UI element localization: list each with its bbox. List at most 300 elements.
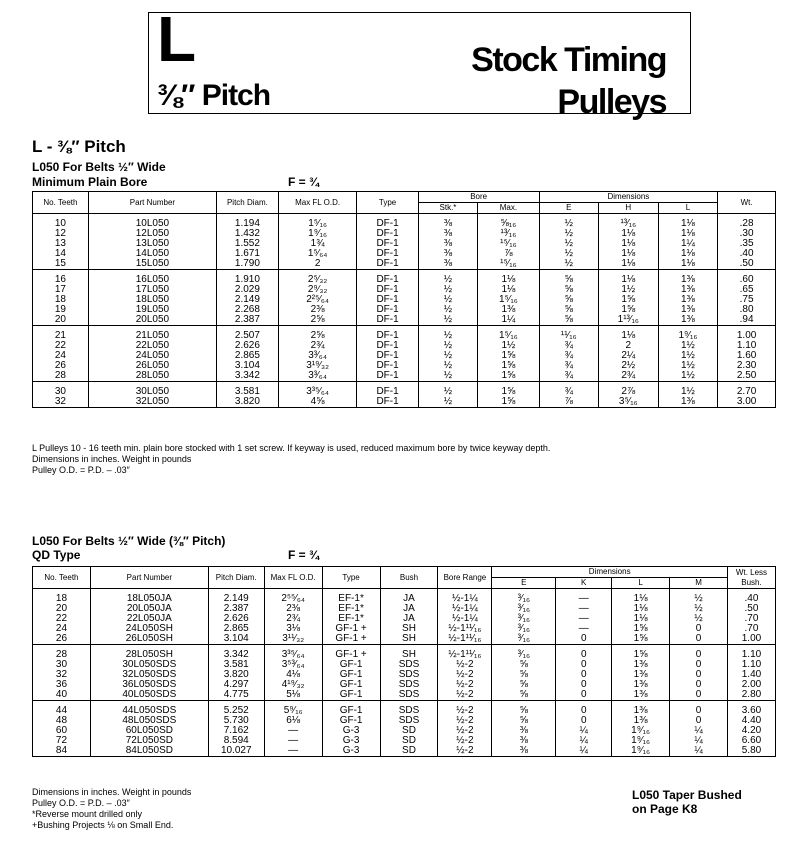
table-cell: 8.594 <box>208 736 264 746</box>
table-cell: 26 <box>33 634 91 645</box>
taper-bushed-ref-line2: on Page K8 <box>632 802 698 816</box>
table-cell: 3³⁵⁄₆₄ <box>278 382 357 398</box>
table-cell: .60 <box>718 270 776 286</box>
table-cell: EF-1* <box>322 614 380 624</box>
table-cell: 1⅝ <box>478 382 539 398</box>
table-cell: SDS <box>380 690 438 701</box>
table-cell: 44 <box>33 701 91 717</box>
table-row <box>33 259 776 270</box>
table-cell: ½ <box>539 229 598 239</box>
table-cell: 32 <box>33 670 91 680</box>
table-cell: ½-2 <box>438 746 492 757</box>
t1-h-l: L <box>658 203 718 214</box>
table-cell: ⅜ <box>492 736 556 746</box>
table-cell: DF-1 <box>357 214 418 230</box>
table-cell: 22L050JA <box>90 614 208 624</box>
table-cell: 0 <box>670 624 728 634</box>
table-cell: 1½ <box>478 341 539 351</box>
table-cell: ⅝ <box>539 270 598 286</box>
table-cell: 1⅛ <box>612 614 670 624</box>
table-cell: DF-1 <box>357 341 418 351</box>
t1-h-max: Max. <box>478 203 539 214</box>
table-cell: ¹³⁄₁₆ <box>598 214 658 230</box>
table-cell: ½-1¹¹⁄₁₆ <box>438 634 492 645</box>
table-cell: 2¾ <box>598 371 658 382</box>
table-cell: EF-1* <box>322 589 380 605</box>
table-cell: 1⁵⁄₆₄ <box>278 249 357 259</box>
table-cell: 4.40 <box>727 716 775 726</box>
table-cell: ½-2 <box>438 716 492 726</box>
table-cell: 2.029 <box>217 285 279 295</box>
table-cell: 1⅜ <box>612 670 670 680</box>
table-cell: 3⁵⁄₁₆ <box>598 397 658 408</box>
table-cell: 1.910 <box>217 270 279 286</box>
table-cell: 1⁵⁄₁₆ <box>278 214 357 230</box>
table-cell: 1.194 <box>217 214 279 230</box>
table-row <box>33 315 776 326</box>
table-cell: 1⅛ <box>658 259 718 270</box>
table-cell: ½ <box>539 239 598 249</box>
table-cell: 0 <box>670 670 728 680</box>
table-cell: 2.149 <box>208 589 264 605</box>
table-cell: 4.297 <box>208 680 264 690</box>
table2-f-label: F = ¾ <box>288 548 320 562</box>
table-cell: 1⅝ <box>478 397 539 408</box>
table2-body <box>33 589 776 757</box>
table-cell: G-3 <box>322 736 380 746</box>
table-cell: — <box>556 624 612 634</box>
table-cell: JA <box>380 604 438 614</box>
table-cell: .70 <box>727 614 775 624</box>
table-cell: ⅝ <box>492 716 556 726</box>
t2-h-m: M <box>670 578 728 589</box>
table-cell: .70 <box>727 624 775 634</box>
table-cell: DF-1 <box>357 259 418 270</box>
table-cell: 18 <box>33 589 91 605</box>
table-cell: 48L050SDS <box>90 716 208 726</box>
table-cell: 0 <box>556 690 612 701</box>
t1-h-e: E <box>539 203 598 214</box>
table-cell: ⅝ <box>539 285 598 295</box>
table-cell: 3.581 <box>217 382 279 398</box>
table-cell: 4⅝ <box>278 397 357 408</box>
table-cell: 1⅛ <box>478 285 539 295</box>
t1-h-part: Part Number <box>88 192 216 214</box>
table-cell: .28 <box>718 214 776 230</box>
table-cell: ¹⁵⁄₁₆ <box>478 259 539 270</box>
table-cell: 3.00 <box>718 397 776 408</box>
table-cell: DF-1 <box>357 229 418 239</box>
table-cell: 1⅜ <box>658 285 718 295</box>
table-cell: EF-1* <box>322 604 380 614</box>
table-cell: 6.60 <box>727 736 775 746</box>
table-cell: 2.865 <box>208 624 264 634</box>
table-cell: 1⁹⁄₁₆ <box>612 726 670 736</box>
table2-note-3: *Reverse mount drilled only <box>32 809 143 819</box>
table-cell: 0 <box>556 634 612 645</box>
table-cell: 3.342 <box>217 371 279 382</box>
table-cell: 12 <box>33 229 89 239</box>
table1-f-label: F = ¾ <box>288 175 320 189</box>
table2-note-4: +Bushing Projects ⅛ on Small End. <box>32 820 174 830</box>
table-cell: 15 <box>33 259 89 270</box>
table-cell: SDS <box>380 670 438 680</box>
t1-h-h: H <box>598 203 658 214</box>
table-cell: 2⁵⁵⁄₆₄ <box>264 589 322 605</box>
table-cell: 5⅛ <box>264 690 322 701</box>
table-cell: ¼ <box>556 746 612 757</box>
table-cell: 1⅛ <box>598 270 658 286</box>
table-cell: 3.104 <box>208 634 264 645</box>
t1-h-dims: Dimensions <box>539 192 718 203</box>
table-cell: DF-1 <box>357 351 418 361</box>
table-cell: 3⅛ <box>264 624 322 634</box>
table-cell: 21L050 <box>88 326 216 342</box>
table-cell: 10.027 <box>208 746 264 757</box>
table-cell: ¾ <box>539 341 598 351</box>
table-cell: 2.50 <box>718 371 776 382</box>
table-cell: 2⅜ <box>278 305 357 315</box>
table-cell: 1½ <box>658 341 718 351</box>
table-cell: 10 <box>33 214 89 230</box>
table-cell: 1.00 <box>727 634 775 645</box>
table-cell: 32L050SDS <box>90 670 208 680</box>
table-cell: .35 <box>718 239 776 249</box>
table-cell: 1⅜ <box>658 305 718 315</box>
table-cell: 1.671 <box>217 249 279 259</box>
table-cell: ½ <box>418 285 477 295</box>
table-cell: ⅜ <box>418 259 477 270</box>
table-cell: ⅝₁₆ <box>478 214 539 230</box>
table-cell: GF-1 <box>322 660 380 670</box>
table-cell: 28L050 <box>88 371 216 382</box>
table-cell: 0 <box>556 701 612 717</box>
table-cell: ½ <box>418 315 477 326</box>
table-cell: 18 <box>33 295 89 305</box>
table2 <box>32 566 776 757</box>
table-cell: ⅝ <box>539 315 598 326</box>
table-cell: 30L050SDS <box>90 660 208 670</box>
table-cell: 0 <box>556 680 612 690</box>
table-cell: 1⁹⁄₁₆ <box>658 326 718 342</box>
table-cell: 13 <box>33 239 89 249</box>
table-cell: .75 <box>718 295 776 305</box>
table-cell: 72 <box>33 736 91 746</box>
table-cell: 32 <box>33 397 89 408</box>
table-cell: 17 <box>33 285 89 295</box>
table-cell: ½ <box>670 614 728 624</box>
t1-h-teeth: No. Teeth <box>33 192 89 214</box>
table-cell: 0 <box>670 680 728 690</box>
table-cell: 2.149 <box>217 295 279 305</box>
table-cell: ⅞ <box>478 249 539 259</box>
table-cell: 2⁵⁄₃₂ <box>278 270 357 286</box>
table-cell: 2⅜ <box>264 604 322 614</box>
table-cell: G-3 <box>322 726 380 736</box>
table-cell: ⅝ <box>492 660 556 670</box>
table-cell: 1⅜ <box>658 397 718 408</box>
table-cell: ½ <box>418 351 477 361</box>
table-row <box>33 214 776 230</box>
table-cell: 28 <box>33 645 91 661</box>
table-cell: 2¼ <box>598 351 658 361</box>
table-cell: 0 <box>670 634 728 645</box>
table-cell: 1⅛ <box>598 249 658 259</box>
table-cell: SD <box>380 746 438 757</box>
table-cell: 1⅜ <box>658 295 718 305</box>
table-cell: 1½ <box>658 351 718 361</box>
table-cell: .40 <box>718 249 776 259</box>
table-row <box>33 690 776 701</box>
table-cell: ½ <box>539 249 598 259</box>
table-cell: 1⅜ <box>612 680 670 690</box>
table-cell: 3.820 <box>208 670 264 680</box>
table-cell: 1⁵⁄₁₆ <box>478 295 539 305</box>
table-cell: 28L050SH <box>90 645 208 661</box>
table-cell: — <box>556 604 612 614</box>
table-cell: ⅜ <box>492 726 556 736</box>
t2-h-l: L <box>612 578 670 589</box>
table-cell: 60 <box>33 726 91 736</box>
table-cell: SH <box>380 634 438 645</box>
table-cell: 1⅛ <box>658 229 718 239</box>
table-cell: 1⅛ <box>658 249 718 259</box>
table-cell: 1⅝ <box>478 371 539 382</box>
table-row <box>33 701 776 717</box>
table-cell: JA <box>380 614 438 624</box>
table-row <box>33 382 776 398</box>
table-cell: ½-2 <box>438 726 492 736</box>
table-cell: GF-1 + <box>322 645 380 661</box>
table-cell: 19L050 <box>88 305 216 315</box>
table-cell: 15L050 <box>88 259 216 270</box>
table-cell: GF-1 <box>322 716 380 726</box>
table-row <box>33 634 776 645</box>
table-cell: 2¾ <box>264 614 322 624</box>
table-cell: 1½ <box>658 361 718 371</box>
table-cell: — <box>264 736 322 746</box>
table-cell: 1⅛ <box>658 214 718 230</box>
table-cell: 2.387 <box>208 604 264 614</box>
table-cell: ⅜ <box>418 239 477 249</box>
table1-note-3: Pulley O.D. = P.D. – .03″ <box>32 465 130 475</box>
table-cell: 26L050SH <box>90 634 208 645</box>
table-row <box>33 397 776 408</box>
table-cell: 2 <box>278 259 357 270</box>
table1-title: L050 For Belts ½″ Wide <box>32 160 166 174</box>
header-letter: L <box>157 3 197 75</box>
table-cell: 2.865 <box>217 351 279 361</box>
table-cell: 20L050JA <box>90 604 208 614</box>
table-cell: 20 <box>33 315 89 326</box>
table-cell: ¼ <box>670 736 728 746</box>
table-cell: 1⅜ <box>612 660 670 670</box>
table-cell: G-3 <box>322 746 380 757</box>
table-cell: ³⁄₁₆ <box>492 614 556 624</box>
table-cell: 24L050 <box>88 351 216 361</box>
table-cell: .50 <box>718 259 776 270</box>
table-cell: GF-1 <box>322 690 380 701</box>
table-cell: 1¼ <box>658 239 718 249</box>
table-cell: 2⅞ <box>598 382 658 398</box>
table1-note-1: L Pulleys 10 - 16 teeth min. plain bore stocked with 1 set screw. If keyway is used, reduced maximum bore by twice keyway depth. <box>32 443 551 453</box>
t1-h-pitch: Pitch Diam. <box>217 192 279 214</box>
table-cell: 1⅛ <box>612 589 670 605</box>
table-cell: 1.00 <box>718 326 776 342</box>
table-cell: 10L050 <box>88 214 216 230</box>
t1-h-maxod: Max FL O.D. <box>278 192 357 214</box>
table-cell: ⅝ <box>492 690 556 701</box>
table-cell: 0 <box>670 716 728 726</box>
table-cell: 1.10 <box>718 341 776 351</box>
table-cell: 1.552 <box>217 239 279 249</box>
table2-subtitle: QD Type <box>32 548 81 562</box>
table-cell: 14L050 <box>88 249 216 259</box>
table-cell: 1⅜ <box>658 315 718 326</box>
table-cell: 32L050 <box>88 397 216 408</box>
table-cell: 4¹⁹⁄₃₂ <box>264 680 322 690</box>
table-cell: 1¹³⁄₁₆ <box>598 315 658 326</box>
table-cell: 1⅛ <box>612 604 670 614</box>
table-cell: GF-1 <box>322 680 380 690</box>
table-cell: ½-1¹¹⁄₁₆ <box>438 624 492 634</box>
table-cell: ½-2 <box>438 690 492 701</box>
table-cell: .65 <box>718 285 776 295</box>
table-cell: 1½ <box>658 371 718 382</box>
table-cell: 0 <box>670 660 728 670</box>
table-cell: 2¾ <box>278 341 357 351</box>
table-cell: .94 <box>718 315 776 326</box>
table-cell: 3.60 <box>727 701 775 717</box>
table-cell: 1¼ <box>478 315 539 326</box>
table-cell: 1⅜ <box>612 690 670 701</box>
table-cell: ½ <box>418 341 477 351</box>
t2-h-dims: Dimensions <box>492 567 728 578</box>
table-cell: 1.432 <box>217 229 279 239</box>
table-cell: 1⁹⁄₁₆ <box>278 229 357 239</box>
t1-h-stk: Stk.* <box>418 203 477 214</box>
table1-subtitle: Minimum Plain Bore <box>32 175 148 189</box>
table-cell: 1⅝ <box>598 305 658 315</box>
table-cell: ¹¹⁄₁₆ <box>539 326 598 342</box>
table-cell: DF-1 <box>357 249 418 259</box>
table-cell: 13L050 <box>88 239 216 249</box>
table-cell: 60L050SD <box>90 726 208 736</box>
table-cell: 30L050 <box>88 382 216 398</box>
header-box <box>148 3 691 121</box>
table-cell: 4.775 <box>208 690 264 701</box>
table-cell: 12L050 <box>88 229 216 239</box>
table-cell: ⅝ <box>492 701 556 717</box>
table-cell: 2.626 <box>208 614 264 624</box>
table-cell: ½-1¼ <box>438 589 492 605</box>
table-cell: GF-1 + <box>322 634 380 645</box>
table-cell: 7.162 <box>208 726 264 736</box>
table-cell: 30 <box>33 382 89 398</box>
table-cell: 4.20 <box>727 726 775 736</box>
table-cell: GF-1 <box>322 670 380 680</box>
table-cell: 5.730 <box>208 716 264 726</box>
table-cell: ¼ <box>556 726 612 736</box>
table-cell: ¹³⁄₁₆ <box>478 229 539 239</box>
table-cell: 24L050SH <box>90 624 208 634</box>
table-cell: ¼ <box>556 736 612 746</box>
table-cell: 18L050JA <box>90 589 208 605</box>
table-cell: 40L050SDS <box>90 690 208 701</box>
table-cell: .80 <box>718 305 776 315</box>
table-cell: 28 <box>33 371 89 382</box>
table-cell: ⅝ <box>539 295 598 305</box>
table-cell: 22 <box>33 341 89 351</box>
table-cell: ½ <box>539 259 598 270</box>
table-cell: SH <box>380 645 438 661</box>
table-cell: 30 <box>33 660 91 670</box>
table-cell: ³⁄₁₆ <box>492 634 556 645</box>
table-cell: ½-2 <box>438 680 492 690</box>
t2-h-e: E <box>492 578 556 589</box>
table-cell: ³⁄₁₆ <box>492 604 556 614</box>
table-cell: 2.626 <box>217 341 279 351</box>
table-cell: 20 <box>33 604 91 614</box>
table-cell: 17L050 <box>88 285 216 295</box>
table-cell: 2.00 <box>727 680 775 690</box>
section-title: L - ⅜″ Pitch <box>32 137 126 156</box>
table-cell: 3¹⁹⁄₃₂ <box>278 361 357 371</box>
table-cell: ½ <box>418 326 477 342</box>
t2-h-k: K <box>556 578 612 589</box>
table-cell: 3³⁵⁄₆₄ <box>264 645 322 661</box>
table-cell: SDS <box>380 716 438 726</box>
table-cell: ¾ <box>539 382 598 398</box>
table-cell: DF-1 <box>357 305 418 315</box>
table-cell: 36 <box>33 680 91 690</box>
table-cell: 3.820 <box>217 397 279 408</box>
table-cell: 2⁹⁄₃₂ <box>278 285 357 295</box>
table-cell: 5.80 <box>727 746 775 757</box>
table-cell: 1⅜ <box>658 270 718 286</box>
table-cell: 2.80 <box>727 690 775 701</box>
table-cell: 2 <box>598 341 658 351</box>
table-cell: — <box>556 614 612 624</box>
table-cell: ³⁄₁₆ <box>492 624 556 634</box>
table-cell: 0 <box>556 645 612 661</box>
table-cell: 1⅝ <box>478 361 539 371</box>
table-cell: 5⁹⁄₁₆ <box>264 701 322 717</box>
table-cell: — <box>264 726 322 736</box>
table-cell: 84 <box>33 746 91 757</box>
table-cell: ¹⁵⁄₁₆ <box>478 239 539 249</box>
t2-h-maxod: Max FL O.D. <box>264 567 322 589</box>
table-cell: DF-1 <box>357 326 418 342</box>
table-cell: 0 <box>556 660 612 670</box>
t2-h-type: Type <box>322 567 380 589</box>
t1-h-bore: Bore <box>418 192 539 203</box>
table-cell: DF-1 <box>357 382 418 398</box>
table-cell: 1½ <box>598 285 658 295</box>
table-cell: 1¾ <box>278 239 357 249</box>
table-cell: SD <box>380 736 438 746</box>
table-cell: 1⅜ <box>478 305 539 315</box>
table-cell: 26L050 <box>88 361 216 371</box>
table-cell: 3³⁄₆₄ <box>278 371 357 382</box>
table2-note-1: Dimensions in inches. Weight in pounds <box>32 787 192 797</box>
table-cell: ½ <box>418 397 477 408</box>
table-cell: 21 <box>33 326 89 342</box>
table-cell: ³⁄₁₆ <box>492 645 556 661</box>
table-cell: 3.581 <box>208 660 264 670</box>
table-cell: 0 <box>670 701 728 717</box>
table-cell: 36L050SDS <box>90 680 208 690</box>
